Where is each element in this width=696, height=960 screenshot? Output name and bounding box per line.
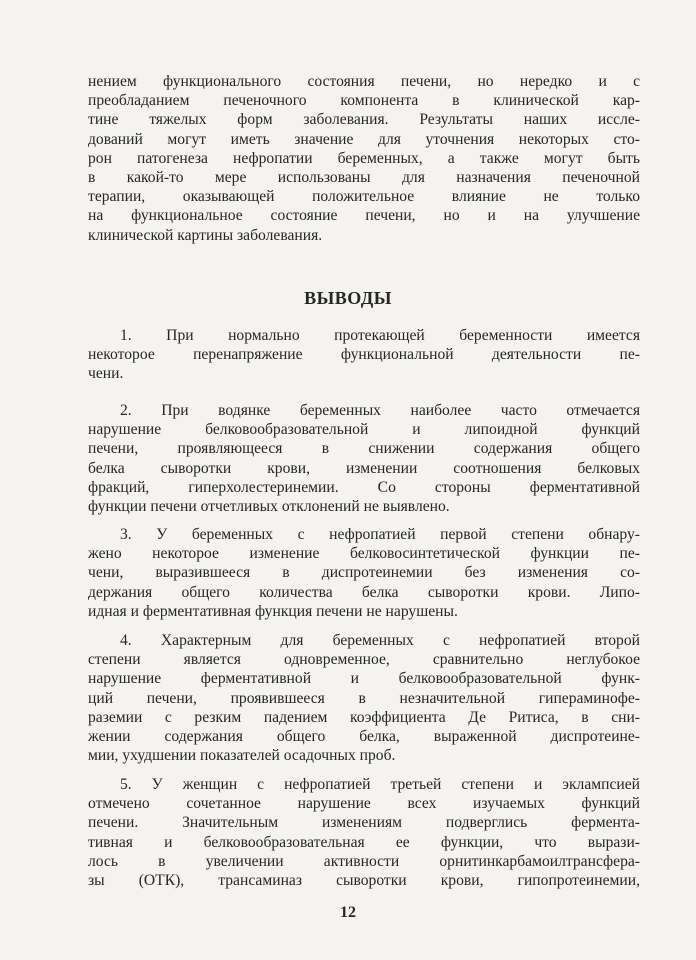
text-line: преобладанием печеночного компонента в клинической кар- <box>88 92 640 110</box>
text-line: 4. Характерным для беременных с нефропатией второй <box>120 632 640 649</box>
text-line: фракций, гиперхолестеринемии. Со стороны ферментативной <box>88 478 640 496</box>
text-line: нарушение ферментативной и белковообразовательной функ- <box>88 670 640 688</box>
text-line: нением функционального состояния печени, но нередко и с <box>88 73 640 90</box>
text-line: отмечено сочетанное нарушение всех изучаемых функций <box>88 795 640 813</box>
text-line: терапии, оказывающей положительное влияние не только <box>88 188 640 206</box>
text-line: чени. <box>88 365 124 383</box>
text-line: нарушение белковообразовательной и липоидной функций <box>88 421 640 439</box>
text-line: клинической картины заболевания. <box>88 226 323 244</box>
text-line: чени, выразившееся в диспротеинемии без изменения со- <box>88 564 640 582</box>
text-line: тивная и белковообразовательная ее функции, что вырази- <box>88 833 640 851</box>
text-line: печени. Значительным изменениям подверглись фермента- <box>88 814 640 832</box>
conclusion-1 <box>88 326 640 384</box>
text-line: 1. При нормально протекающей беременности имеется <box>120 327 640 344</box>
text-line: рон патогенеза нефропатии беременных, а также могут быть <box>88 149 640 167</box>
conclusion-3 <box>88 525 640 621</box>
intro-paragraph <box>88 72 640 245</box>
text-line: в какой-то мере использованы для назначения печеночной <box>88 169 640 187</box>
conclusion-5 <box>88 775 640 890</box>
text-line: степени является одновременное, сравнительно неглубокое <box>88 651 640 669</box>
text-line: некоторое перенапряжение функциональной деятельности пе- <box>88 346 640 364</box>
text-line: тине тяжелых форм заболевания. Результаты наших иссле- <box>88 111 640 129</box>
text-line: 3. У беременных с нефропатией первой степени обнару- <box>120 526 640 543</box>
text-line: 2. При водянке беременных наиболее часто отмечается <box>120 402 640 419</box>
text-line: идная и ферментативная функция печени не нарушены. <box>88 602 458 620</box>
section-heading: ВЫВОДЫ <box>304 288 392 308</box>
text-line: мии, ухудшении показателей осадочных проб. <box>88 747 396 765</box>
text-line: печени, проявляющееся в снижении содержания общего <box>88 440 640 458</box>
text-line: зы (ОТК), трансаминаз сыворотки крови, гипопротеинемии, <box>88 872 640 890</box>
text-line: раземии с резким падением коэффициента Де Ритиса, в сни- <box>88 708 640 726</box>
text-line: лось в увеличении активности орнитинкарбамоилтрансфера- <box>88 852 640 870</box>
text-line: дований могут иметь значение для уточнения некоторых сто- <box>88 130 640 148</box>
text-line: держания общего количества белка сыворотки крови. Липо- <box>88 583 640 601</box>
text-line: функции печени отчетливых отклонений не выявлено. <box>88 498 450 516</box>
text-line: жено некоторое изменение белковосинтетической функции пе- <box>88 545 640 563</box>
text-line: белка сыворотки крови, изменении соотношения белковых <box>88 459 640 477</box>
page-number: 12 <box>340 904 356 921</box>
conclusion-4 <box>88 631 640 765</box>
text-line: 5. У женщин с нефропатией третьей степени и эклампсией <box>120 776 640 793</box>
conclusion-2 <box>88 401 640 516</box>
text-line: на функциональное состояние печени, но и на улучшение <box>88 207 640 225</box>
text-line: ций печени, проявившееся в незначительной гипераминофе- <box>88 689 640 707</box>
text-line: жении содержания общего белка, выраженной диспротеине- <box>88 728 640 746</box>
